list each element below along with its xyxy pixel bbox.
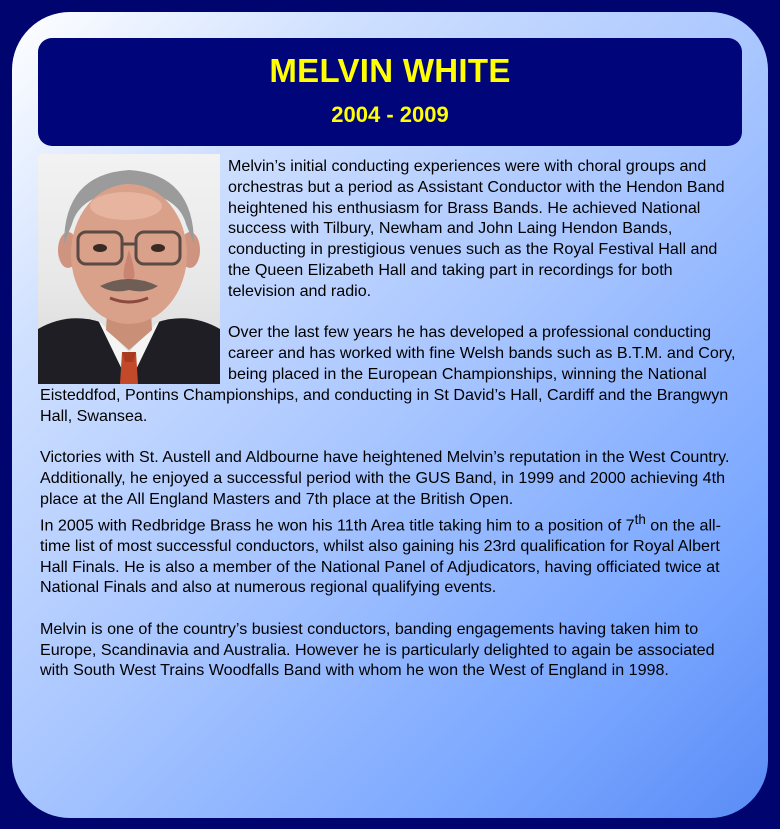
bio-paragraph-5: Melvin is one of the country’s busiest conductors, banding engagements having taken him to Europe, Scandinavia and Australia. However he is particularly delighted to again be associated with South West Trains Woodfalls Band with whom he won the West of England in 1998. bbox=[40, 619, 715, 680]
header-banner bbox=[38, 38, 742, 146]
bio-paragraph-2: Over the last few years he has developed a professional conducting career and has worked with fine Welsh bands such as B.T.M. and Cory, being placed in the European Championships, winning the National Eisteddfod, Pontins Championships, and conducting in St David’s Hall, Cardiff and the Brangwyn Hall, Swansea. bbox=[40, 323, 736, 425]
bio-paragraph-3: Victories with St. Austell and Aldbourne have heightened Melvin’s reputation in the West Country. Additionally, he enjoyed a successful period with the GUS Band, in 1999 and 2000 achieving 4th place at the All England Masters and 7th place at the British Open. bbox=[40, 448, 730, 508]
profile-card bbox=[12, 12, 768, 818]
conductor-name: MELVIN WHITE bbox=[269, 52, 511, 89]
photo-spacer bbox=[40, 156, 228, 384]
bio-paragraph-4-start: In 2005 with Redbridge Brass he won his 11th Area title taking him to a position of 7 bbox=[40, 515, 635, 534]
ordinal-suffix: th bbox=[634, 511, 646, 527]
biography-text bbox=[40, 156, 740, 681]
bio-paragraph-4 bbox=[40, 510, 740, 599]
tenure-years: 2004 - 2009 bbox=[331, 102, 449, 127]
bio-paragraph-4-end: on the all-time list of most successful conductors, whilst also gaining his 23rd qualification for Royal Albert Hall Finals. He is also a member of the National Panel of Adjudicators, having officiated twice at National Finals and also at numerous regional qualifying events. bbox=[40, 515, 721, 597]
bio-paragraph-1: Melvin’s initial conducting experiences were with choral groups and orchestras but a period as Assistant Conductor with the Hendon Band heightened his enthusiasm for Brass Bands. He achieved National success with Tilbury, Newham and John Laing Hendon Bands, conducting in prestigious venues such as the Royal Festival Hall and the Queen Elizabeth Hall and taking part in recordings for both television and radio. bbox=[228, 157, 725, 300]
